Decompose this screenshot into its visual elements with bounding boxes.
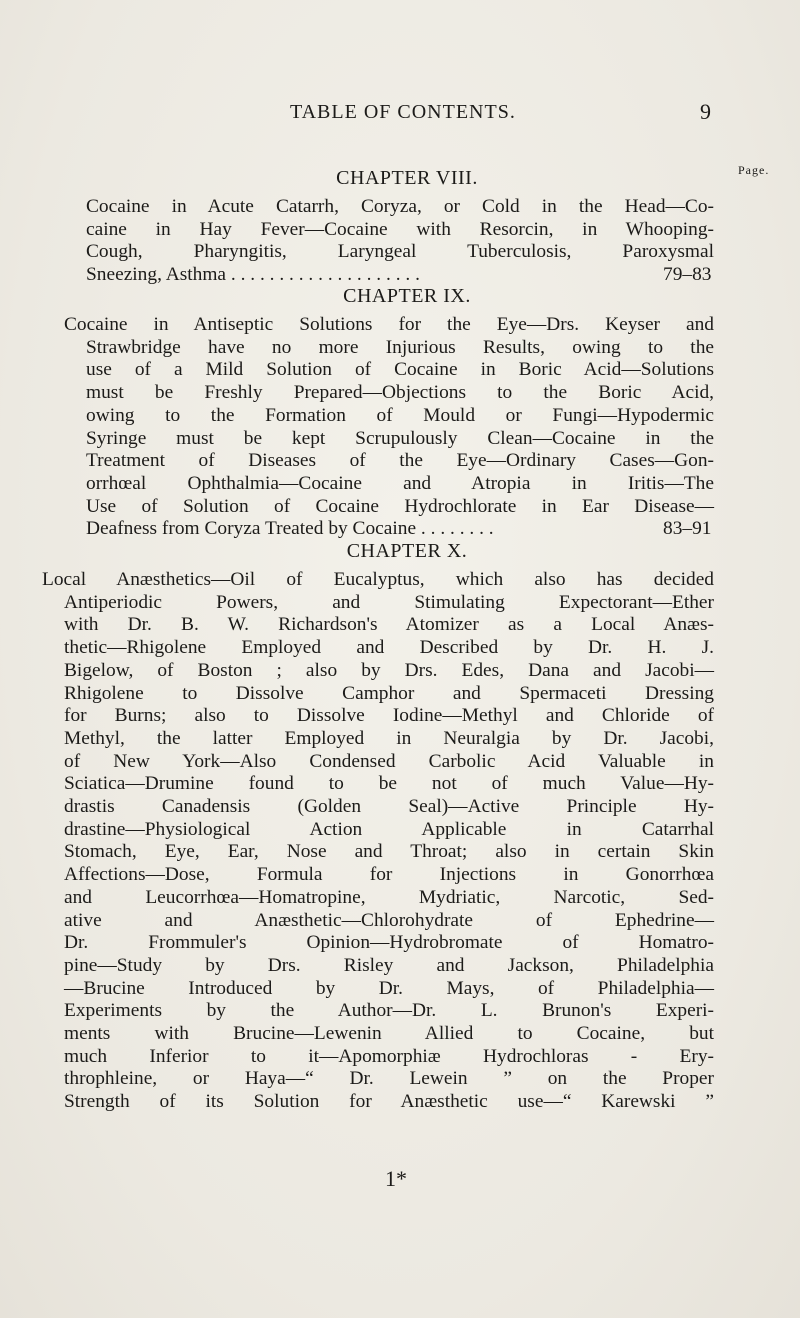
signature-mark: 1* bbox=[385, 1166, 407, 1191]
chapter-9-line: Deafness from Coryza Treated by Cocaine . . . . . . . . bbox=[86, 518, 494, 540]
chapter-10-line: much Inferior to it—Apomorphiæ Hydrochloras - Ery- bbox=[64, 1045, 714, 1067]
chapter-9-line: Syringe must be kept Scrupulously Clean—Cocaine in the bbox=[86, 427, 714, 449]
chapter-9-summary bbox=[64, 314, 714, 541]
chapter-10-line: Bigelow, of Boston ; also by Drs. Edes, Dana and Jacobi— bbox=[64, 659, 714, 681]
chapter-10-line: Sciatica—Drumine found to be not of much Value—Hy- bbox=[64, 773, 714, 795]
chapter-8-line: caine in Hay Fever—Cocaine with Resorcin, in Whooping- bbox=[86, 218, 714, 240]
chapter-9-line: Use of Solution of Cocaine Hydrochlorate in Ear Disease— bbox=[86, 495, 714, 517]
chapter-10-line: throphleine, or Haya—“ Dr. Lewein ” on the Proper bbox=[64, 1068, 714, 1090]
chapter-10-line: for Burns; also to Dissolve Iodine—Methyl and Chloride of bbox=[64, 705, 714, 727]
chapter-9-line: use of a Mild Solution of Cocaine in Boric Acid—Solutions bbox=[86, 359, 714, 381]
chapter-10-line: Affections—Dose, Formula for Injections in Gonorrhœa bbox=[64, 864, 714, 886]
chapter-10-line: Strength of its Solution for Anæsthetic use—“ Karewski ” bbox=[64, 1091, 714, 1113]
chapter-10-line: with Dr. B. W. Richardson's Atomizer as a Local Anæs- bbox=[64, 614, 714, 636]
chapter-10-line: drastine—Physiological Action Applicable in Catarrhal bbox=[64, 818, 714, 840]
chapter-10-line: Stomach, Eye, Ear, Nose and Throat; also in certain Skin bbox=[64, 841, 714, 863]
chapter-10-line: pine—Study by Drs. Risley and Jackson, Philadelphia bbox=[64, 954, 714, 976]
page-number: 9 bbox=[700, 99, 711, 124]
running-head-title: TABLE OF CONTENTS. bbox=[290, 101, 516, 123]
chapter-10-line: Methyl, the latter Employed in Neuralgia by Dr. Jacobi, bbox=[64, 727, 714, 749]
chapter-9-line: Treatment of Diseases of the Eye—Ordinary Cases—Gon- bbox=[86, 450, 714, 472]
chapter-9-line: orrhœal Ophthalmia—Cocaine and Atropia in Iritis—The bbox=[86, 472, 714, 494]
chapter-10-line: of New York—Also Condensed Carbolic Acid Valuable in bbox=[64, 750, 714, 772]
chapter-10-line: Experiments by the Author—Dr. L. Brunon's Experi- bbox=[64, 1000, 714, 1022]
chapter-10-summary bbox=[42, 569, 714, 1114]
chapter-8-pages: 79–83 bbox=[663, 264, 712, 285]
chapter-8-line: Cocaine in Acute Catarrh, Coryza, or Cold in the Head—Co- bbox=[86, 196, 714, 217]
chapter-9-line: Strawbridge have no more Injurious Results, owing to the bbox=[86, 336, 714, 358]
chapter-8-heading: CHAPTER VIII. bbox=[336, 167, 478, 189]
chapter-10-line: thetic—Rhigolene Employed and Described by Dr. H. J. bbox=[64, 637, 714, 659]
chapter-8-summary bbox=[64, 196, 714, 287]
chapter-8-line: Sneezing, Asthma . . . . . . . . . . . . . . . . . . . . bbox=[86, 264, 420, 286]
chapter-10-line: ments with Brucine—Lewenin Allied to Cocaine, but bbox=[64, 1023, 714, 1045]
chapter-9-line: Cocaine in Antiseptic Solutions for the Eye—Drs. Keyser and bbox=[64, 314, 714, 335]
chapter-10-heading: CHAPTER X. bbox=[346, 540, 468, 562]
chapter-10-line: Local Anæsthetics—Oil of Eucalyptus, which also has decided bbox=[42, 569, 714, 590]
chapter-9-line: must be Freshly Prepared—Objections to the Boric Acid, bbox=[86, 382, 714, 404]
chapter-10-line: —Brucine Introduced by Dr. Mays, of Philadelphia— bbox=[64, 977, 714, 999]
chapter-9-line: owing to the Formation of Mould or Fungi—Hypodermic bbox=[86, 404, 714, 426]
chapter-10-line: Rhigolene to Dissolve Camphor and Spermaceti Dressing bbox=[64, 682, 714, 704]
chapter-9-pages: 83–91 bbox=[663, 518, 712, 539]
chapter-8-line: Cough, Pharyngitis, Laryngeal Tuberculosis, Paroxysmal bbox=[86, 241, 714, 263]
chapter-10-line: ative and Anæsthetic—Chlorohydrate of Ephedrine— bbox=[64, 909, 714, 931]
chapter-10-line: Antiperiodic Powers, and Stimulating Expectorant—Ether bbox=[64, 591, 714, 613]
chapter-10-line: and Leucorrhœa—Homatropine, Mydriatic, Narcotic, Sed- bbox=[64, 886, 714, 908]
chapter-10-line: Dr. Frommuler's Opinion—Hydrobromate of Homatro- bbox=[64, 932, 714, 954]
chapter-10-line: drastis Canadensis (Golden Seal)—Active Principle Hy- bbox=[64, 796, 714, 818]
page-column-label: Page. bbox=[738, 163, 770, 177]
chapter-9-heading: CHAPTER IX. bbox=[343, 285, 471, 307]
